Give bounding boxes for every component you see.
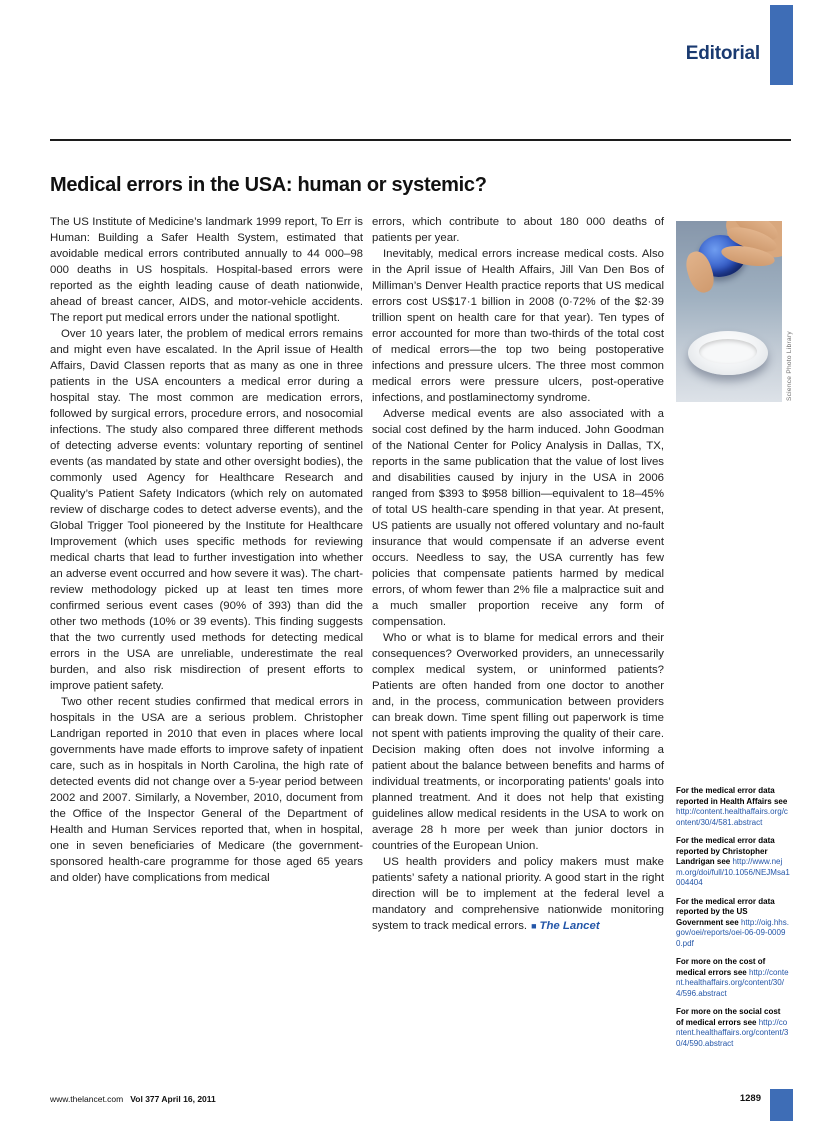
signature-bullet-icon: ■ — [531, 921, 537, 931]
note-link[interactable]: http://content.healthaffairs.org/content/30/4/590.abstract — [676, 1017, 789, 1048]
note — [676, 957, 790, 999]
article-column-right — [372, 214, 664, 934]
note-lead: For the medical error data reported by the US Government see — [676, 896, 775, 927]
note-lead: For the medical error data reported by Christopher Landrigan see — [676, 836, 775, 866]
note-link[interactable]: http://content.healthaffairs.org/content/30/4/581.abstract — [676, 807, 788, 827]
note-lead: For more on the social cost of medical errors see — [676, 1007, 781, 1027]
paragraph: Inevitably, medical errors increase medical costs. Also in the April issue of Health Affairs, Jill Van Den Bos of Milliman’s Denver Health practice reports that US medical errors cost US$17·1 billion in 2008 (0·72% of the $2·39 trillion spent on health care for that year). Ten types of error accounted for more than two-thirds of the total cost of medical errors—the top two being postoperative infections and pressure ulcers. The three most common medical errors were pressure ulcers, post-operative infections, and postlaminectomy syndrome. — [372, 248, 664, 404]
paragraph: Over 10 years later, the problem of medical errors remains and might even have escalated. In the April issue of Health Affairs, David Classen reports that as many as one in three patients in the USA encounters a medical error during a hospital stay. The most common are medication errors, followed by surgical errors, procedure errors, and nosocomial infections. The study also compared three different methods of detecting adverse events: voluntary reporting of sentinel events (as mandated by state and other oversight bodies), the commonly used Agency for Healthcare Research and Quality’s Patient Safety Indicators (which rely on automated review of discharge codes to detect adverse events), and the Global Trigger Tool pioneered by the Institute for Healthcare Improvement (which uses specific methods for reviewing medical charts that lead to further investigation into whether an adverse event occurred and how severe it was). The chart-review methodology picked up at least ten times more confirmed serious event cases (90% of 393) than did the other two methods (10% or 39 events). This finding suggests that the two currently used methods for detecting medical errors in the USA are unreliable, underestimate the real burden, and also risk misdirection of present efforts to improve patient safety. — [50, 328, 363, 692]
article-title: Medical errors in the USA: human or systemic? — [50, 174, 487, 196]
footer-issue: Vol 377 April 16, 2011 — [130, 1094, 216, 1104]
paragraph: Two other recent studies confirmed that medical errors in hospitals in the USA are a serious problem. Christopher Landrigan reported in 2010 that even in places where local governments have made efforts to improve safety of inpatient care, such as in hospitals in North Carolina, the high rate of detected events did not change over a 5-year period between 2002 and 2007. Similarly, a November, 2010, document from the Office of the Inspector General of the Department of Health and Human Services reported that, when in hospital, one in seven beneficiaries of Medicare (the government-sponsored health-care programme for those aged 65 years and older) have complications from medical — [50, 696, 363, 884]
photo-credit: Science Photo Library — [786, 331, 793, 401]
note-link[interactable]: http://oig.hhs.gov/oei/reports/oei-06-09-00090.pdf — [676, 917, 789, 948]
footer-site-url[interactable]: www.thelancet.com — [50, 1094, 124, 1104]
paragraph: Adverse medical events are also associated with a social cost defined by the harm induced. John Goodman of the National Center for Policy Analysis in Dallas, TX, reports in the same publication that the value of lost lives and disabilities caused by injury in the USA in 2006 ranged from $393 to $958 billion—equivalent to 18–45% of total US health-care spending in that year. At present, US patients are usually not offered voluntary and no-fault insurance that would compensate if an adverse event occurs. Needless to say, the USA currently has few policies that compensate patients harmed by medical errors, of whom fewer than 2% file a malpractice suit and a much smaller proportion receive any form of compensation. — [372, 408, 664, 628]
note-lead: For the medical error data reported in Health Affairs see — [676, 786, 788, 806]
paragraph: errors, which contribute to about 180 000 deaths of patients per year. — [372, 216, 664, 244]
note-lead: For more on the cost of medical errors see — [676, 957, 766, 977]
note — [676, 836, 790, 889]
article-column-left — [50, 214, 363, 886]
note — [676, 897, 790, 950]
footer — [50, 1094, 216, 1104]
note-link[interactable]: http://www.nejm.org/doi/full/10.1056/NEJMsa1004404 — [676, 857, 790, 887]
editorial-photo — [676, 221, 782, 402]
note — [676, 786, 790, 828]
bottom-corner-bar — [770, 1089, 793, 1121]
paragraph: The US Institute of Medicine’s landmark 1999 report, To Err is Human: Building a Safer Health System, estimated that avoidable medical errors contributed annually to 44 000–98 000 deaths in US hospitals. Hospital-based errors were reported as the eighth leading cause of death nationwide, ahead of breast cancer, AIDS, and motor-vehicle accidents. The report put medical errors under the national spotlight. — [50, 216, 363, 324]
sidebar-notes — [676, 786, 790, 1057]
page-number: 1289 — [739, 1093, 761, 1104]
section-label: Editorial — [685, 43, 760, 64]
paragraph — [372, 854, 664, 934]
note-link[interactable]: http://content.healthaffairs.org/content/30/4/596.abstract — [676, 967, 789, 998]
paragraph: Who or what is to blame for medical errors and their consequences? Overworked providers, an unnecessarily complex medical system, or uninformed patients? Patients are often handed from one doctor to another and, in the process, communication between providers can break down. Time spent filling out paperwork is time not spent with patients improving the quality of their care. Decision making often does not involve informing a patient about the balance between benefits and harms of individual treatments, or incorporating patients’ goals into planned treatment. And it does not help that existing guidelines allow medical residents in the USA to work on average 28 h more per week than junior doctors in countries of the European Union. — [372, 632, 664, 852]
signature: The Lancet — [539, 920, 600, 932]
header-rule — [50, 139, 791, 141]
top-corner-bar — [770, 5, 793, 85]
paragraph-text: US health providers and policy makers must make patients’ safety a national priority. A good start in the right direction will be to implement at the federal level a mandatory and comprehensive nationwide monitoring system to track medical errors. — [372, 856, 664, 932]
white-dish-inner — [699, 339, 757, 364]
note — [676, 1007, 790, 1049]
